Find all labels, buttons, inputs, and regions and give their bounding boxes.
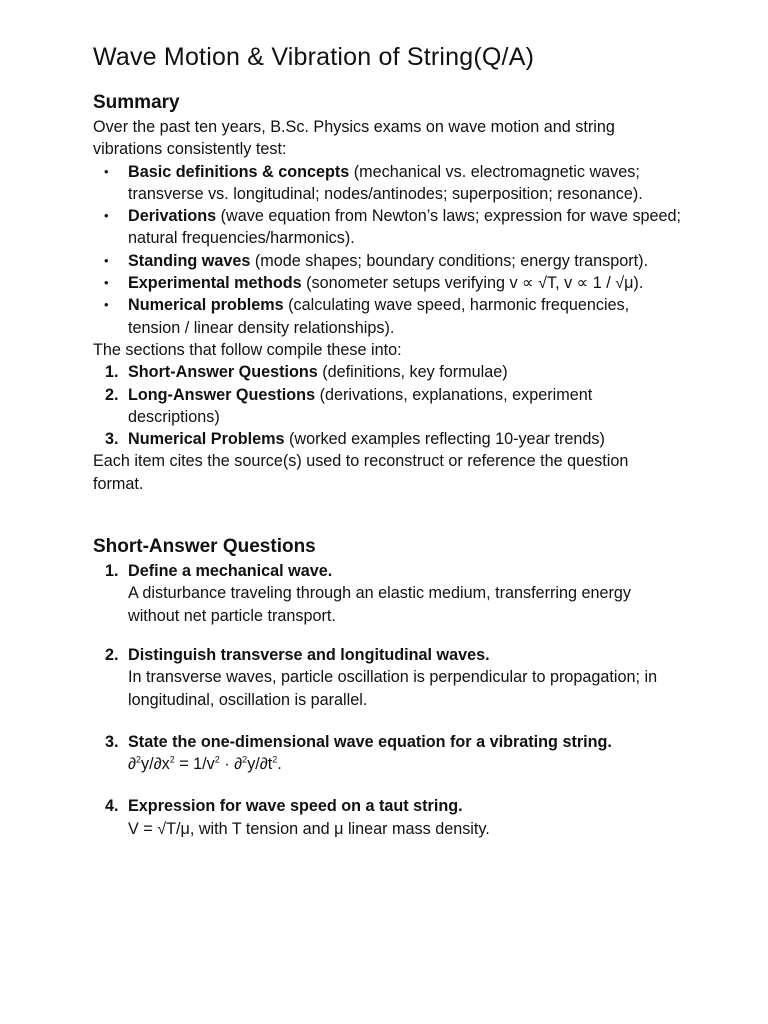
document-title: Wave Motion & Vibration of String(Q/A) [93,43,535,71]
bullet-label: Numerical problems [128,296,284,315]
section-text: (worked examples reflecting 10-year trends) [284,430,605,449]
item-number: 2. [105,385,119,404]
bullet-icon: • [104,163,109,179]
answer-text: A disturbance traveling through an elastic medium, transferring energy without net particle transport. [128,584,631,625]
item-number: 2. [105,645,119,664]
answer-text: V = √T/μ, with T tension and μ linear mass density. [128,819,490,838]
item-number: 1. [105,562,119,581]
list-item [93,384,683,429]
question-item [93,644,683,711]
section-label: Short-Answer Questions [128,363,318,382]
section-text: (derivations, explanations, experiment descriptions) [128,385,593,426]
item-number: 3. [105,732,119,751]
bullet-text: (calculating wave speed, harmonic frequencies, tension / linear density relationships). [128,296,630,337]
bullet-icon: • [104,297,109,313]
sections-intro: The sections that follow compile these into: [93,340,402,359]
section-label: Long-Answer Questions [128,385,316,404]
question-item [93,731,683,776]
item-number: 3. [105,430,119,449]
answer-text: In transverse waves, particle oscillation is perpendicular to propagation; in longitudinal, oscillation is parallel. [128,668,658,709]
short-answer-list [93,560,683,840]
document-page [93,40,683,840]
bullet-text: (mechanical vs. electromagnetic waves; transverse vs. longitudinal; nodes/antinodes; superposition; resonance). [128,162,643,203]
list-item [93,250,683,272]
question-text: Expression for wave speed on a taut string. [128,797,463,816]
list-item [93,361,683,383]
section-label: Numerical Problems [128,430,285,449]
summary-outro: Each item cites the source(s) used to reconstruct or reference the question format. [93,452,629,493]
bullet-icon: • [104,208,109,224]
question-item [93,560,683,627]
summary-bullet-list [93,161,683,339]
list-item [93,205,683,250]
list-item [93,294,683,339]
item-number: 4. [105,797,119,816]
question-text: Distinguish transverse and longitudinal waves. [128,645,490,664]
bullet-label: Basic definitions & concepts [128,162,350,181]
summary-heading: Summary [93,92,180,113]
short-answer-heading: Short-Answer Questions [93,536,316,558]
question-text: State the one-dimensional wave equation for a vibrating string. [128,732,612,751]
bullet-text: (sonometer setups verifying v ∝ √T, v ∝ 1 / √μ). [301,274,644,293]
answer-equation: $\partial^2y/\partial x^2 = 1/v^2 \cdot \partial^2y/\partial t^2$. [128,754,282,774]
section-text: (definitions, key formulae) [317,363,508,382]
bullet-label: Experimental methods [128,274,302,293]
list-item [93,272,683,294]
sections-list [93,361,683,450]
summary-intro: Over the past ten years, B.Sc. Physics exams on wave motion and string vibrations consistently test: [93,118,615,159]
bullet-icon: • [104,252,109,268]
bullet-icon: • [104,275,109,291]
bullet-label: Standing waves [128,251,251,270]
list-item [93,161,683,206]
bullet-text: (wave equation from Newton’s laws; expression for wave speed; natural frequencies/harmonics). [128,207,682,248]
bullet-text: (mode shapes; boundary conditions; energy transport). [250,251,649,270]
bullet-label: Derivations [128,207,217,226]
item-number: 1. [105,363,119,382]
question-text: Define a mechanical wave. [128,562,333,581]
list-item [93,428,683,450]
question-item [93,795,683,840]
